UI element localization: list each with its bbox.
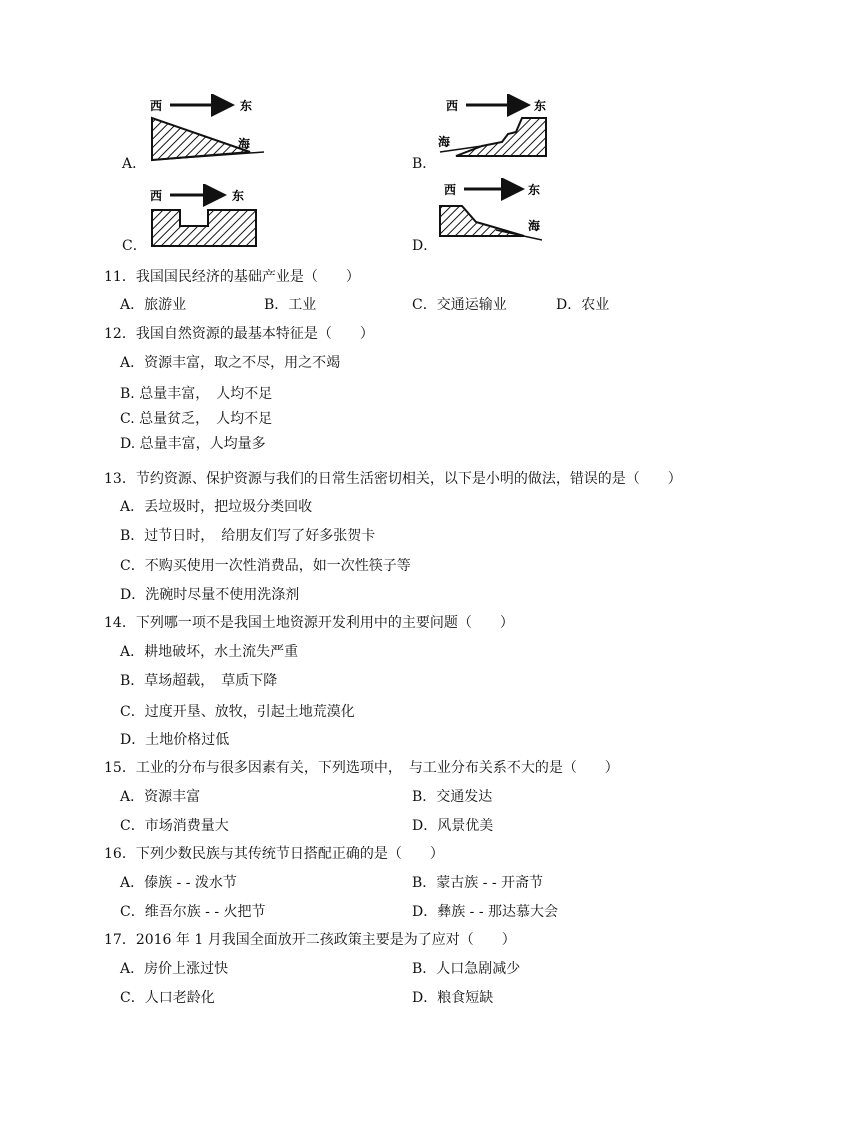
land-profile: [440, 206, 524, 236]
land-profile: [152, 210, 256, 246]
question-11-option-d[interactable]: D．农业: [556, 297, 610, 313]
west-label: 西: [444, 183, 457, 197]
question-17-option-b[interactable]: B．人口急剧减少: [412, 961, 521, 977]
option-a-label: A．: [122, 156, 147, 172]
question-13-stem: 13．节约资源、保护资源与我们的日常生活密切相关，以下是小明的做法，错误的是（ ）: [104, 471, 682, 487]
question-12-option-a[interactable]: A．资源丰富，取之不尽，用之不竭: [120, 355, 341, 371]
sea-label: 海: [238, 137, 251, 151]
question-12-option-c[interactable]: C. 总量贫乏， 人均不足: [120, 411, 273, 427]
question-14-option-b[interactable]: B．草场超载， 草质下降: [120, 673, 278, 689]
west-label: 西: [150, 189, 163, 203]
diagram-a-terrain: [146, 94, 270, 172]
diagram-b-terrain: [436, 94, 560, 172]
question-13-option-d[interactable]: D．洗碗时尽量不使用洗涤剂: [120, 587, 300, 603]
question-13-option-c[interactable]: C．不购买使用一次性消费品，如一次性筷子等: [120, 558, 411, 574]
land-profile: [456, 118, 546, 156]
diagram-d-terrain: [436, 178, 560, 254]
option-d-label: D．: [412, 238, 438, 254]
question-11-stem: 11．我国国民经济的基础产业是（ ）: [104, 269, 360, 285]
question-14-stem: 14．下列哪一项不是我国土地资源开发利用中的主要问题（ ）: [104, 615, 514, 631]
sea-label: 海: [528, 219, 541, 233]
question-12-option-d[interactable]: D. 总量丰富，人均量多: [120, 436, 266, 452]
question-14-option-a[interactable]: A．耕地破坏，水土流失严重: [120, 644, 299, 660]
option-b-label: B．: [412, 156, 437, 172]
question-14-option-c[interactable]: C．过度开垦、放牧，引起土地荒漠化: [120, 704, 355, 720]
question-13-option-a[interactable]: A．丢垃圾时，把垃圾分类回收: [120, 499, 313, 515]
west-label: 西: [150, 99, 163, 113]
question-12-stem: 12．我国自然资源的最基本特征是（ ）: [104, 326, 374, 342]
question-11-option-c[interactable]: C．交通运输业: [412, 297, 507, 313]
question-15-stem: 15．工业的分布与很多因素有关，下列选项中， 与工业分布关系不大的是（ ）: [104, 760, 619, 776]
west-label: 西: [446, 99, 459, 113]
question-15-option-a[interactable]: A．资源丰富: [120, 789, 201, 805]
question-15-option-b[interactable]: B．交通发达: [412, 789, 493, 805]
question-15-option-d[interactable]: D．风景优美: [412, 818, 494, 834]
question-13-option-b[interactable]: B．过节日时， 给朋友们写了好多张贺卡: [120, 528, 376, 544]
east-label: 东: [232, 189, 245, 203]
question-16-option-c[interactable]: C．维吾尔族 - - 火把节: [120, 904, 266, 920]
question-16-option-b[interactable]: B．蒙古族 - - 开斋节: [412, 875, 544, 891]
diagram-c-terrain: [146, 184, 270, 254]
question-17-option-d[interactable]: D．粮食短缺: [412, 990, 494, 1006]
option-c-label: C．: [122, 238, 147, 254]
question-16-option-a[interactable]: A．傣族 - - 泼水节: [120, 875, 237, 891]
east-label: 东: [534, 99, 547, 113]
question-17-stem: 17．2016 年 1 月我国全面放开二孩政策主要是为了应对（ ）: [104, 932, 516, 948]
question-11-option-a[interactable]: A．旅游业: [120, 297, 187, 313]
east-label: 东: [528, 183, 541, 197]
question-12-option-b[interactable]: B. 总量丰富， 人均不足: [120, 386, 273, 402]
question-11-option-b[interactable]: B．工业: [264, 297, 317, 313]
question-14-option-d[interactable]: D．土地价格过低: [120, 732, 230, 748]
sea-label: 海: [438, 135, 451, 149]
question-16-stem: 16．下列少数民族与其传统节日搭配正确的是（ ）: [104, 846, 444, 862]
question-17-option-c[interactable]: C．人口老龄化: [120, 990, 215, 1006]
question-16-option-d[interactable]: D．彝族 - - 那达慕大会: [412, 904, 559, 920]
question-15-option-c[interactable]: C．市场消费量大: [120, 818, 229, 834]
east-label: 东: [240, 99, 253, 113]
question-17-option-a[interactable]: A．房价上涨过快: [120, 961, 229, 977]
